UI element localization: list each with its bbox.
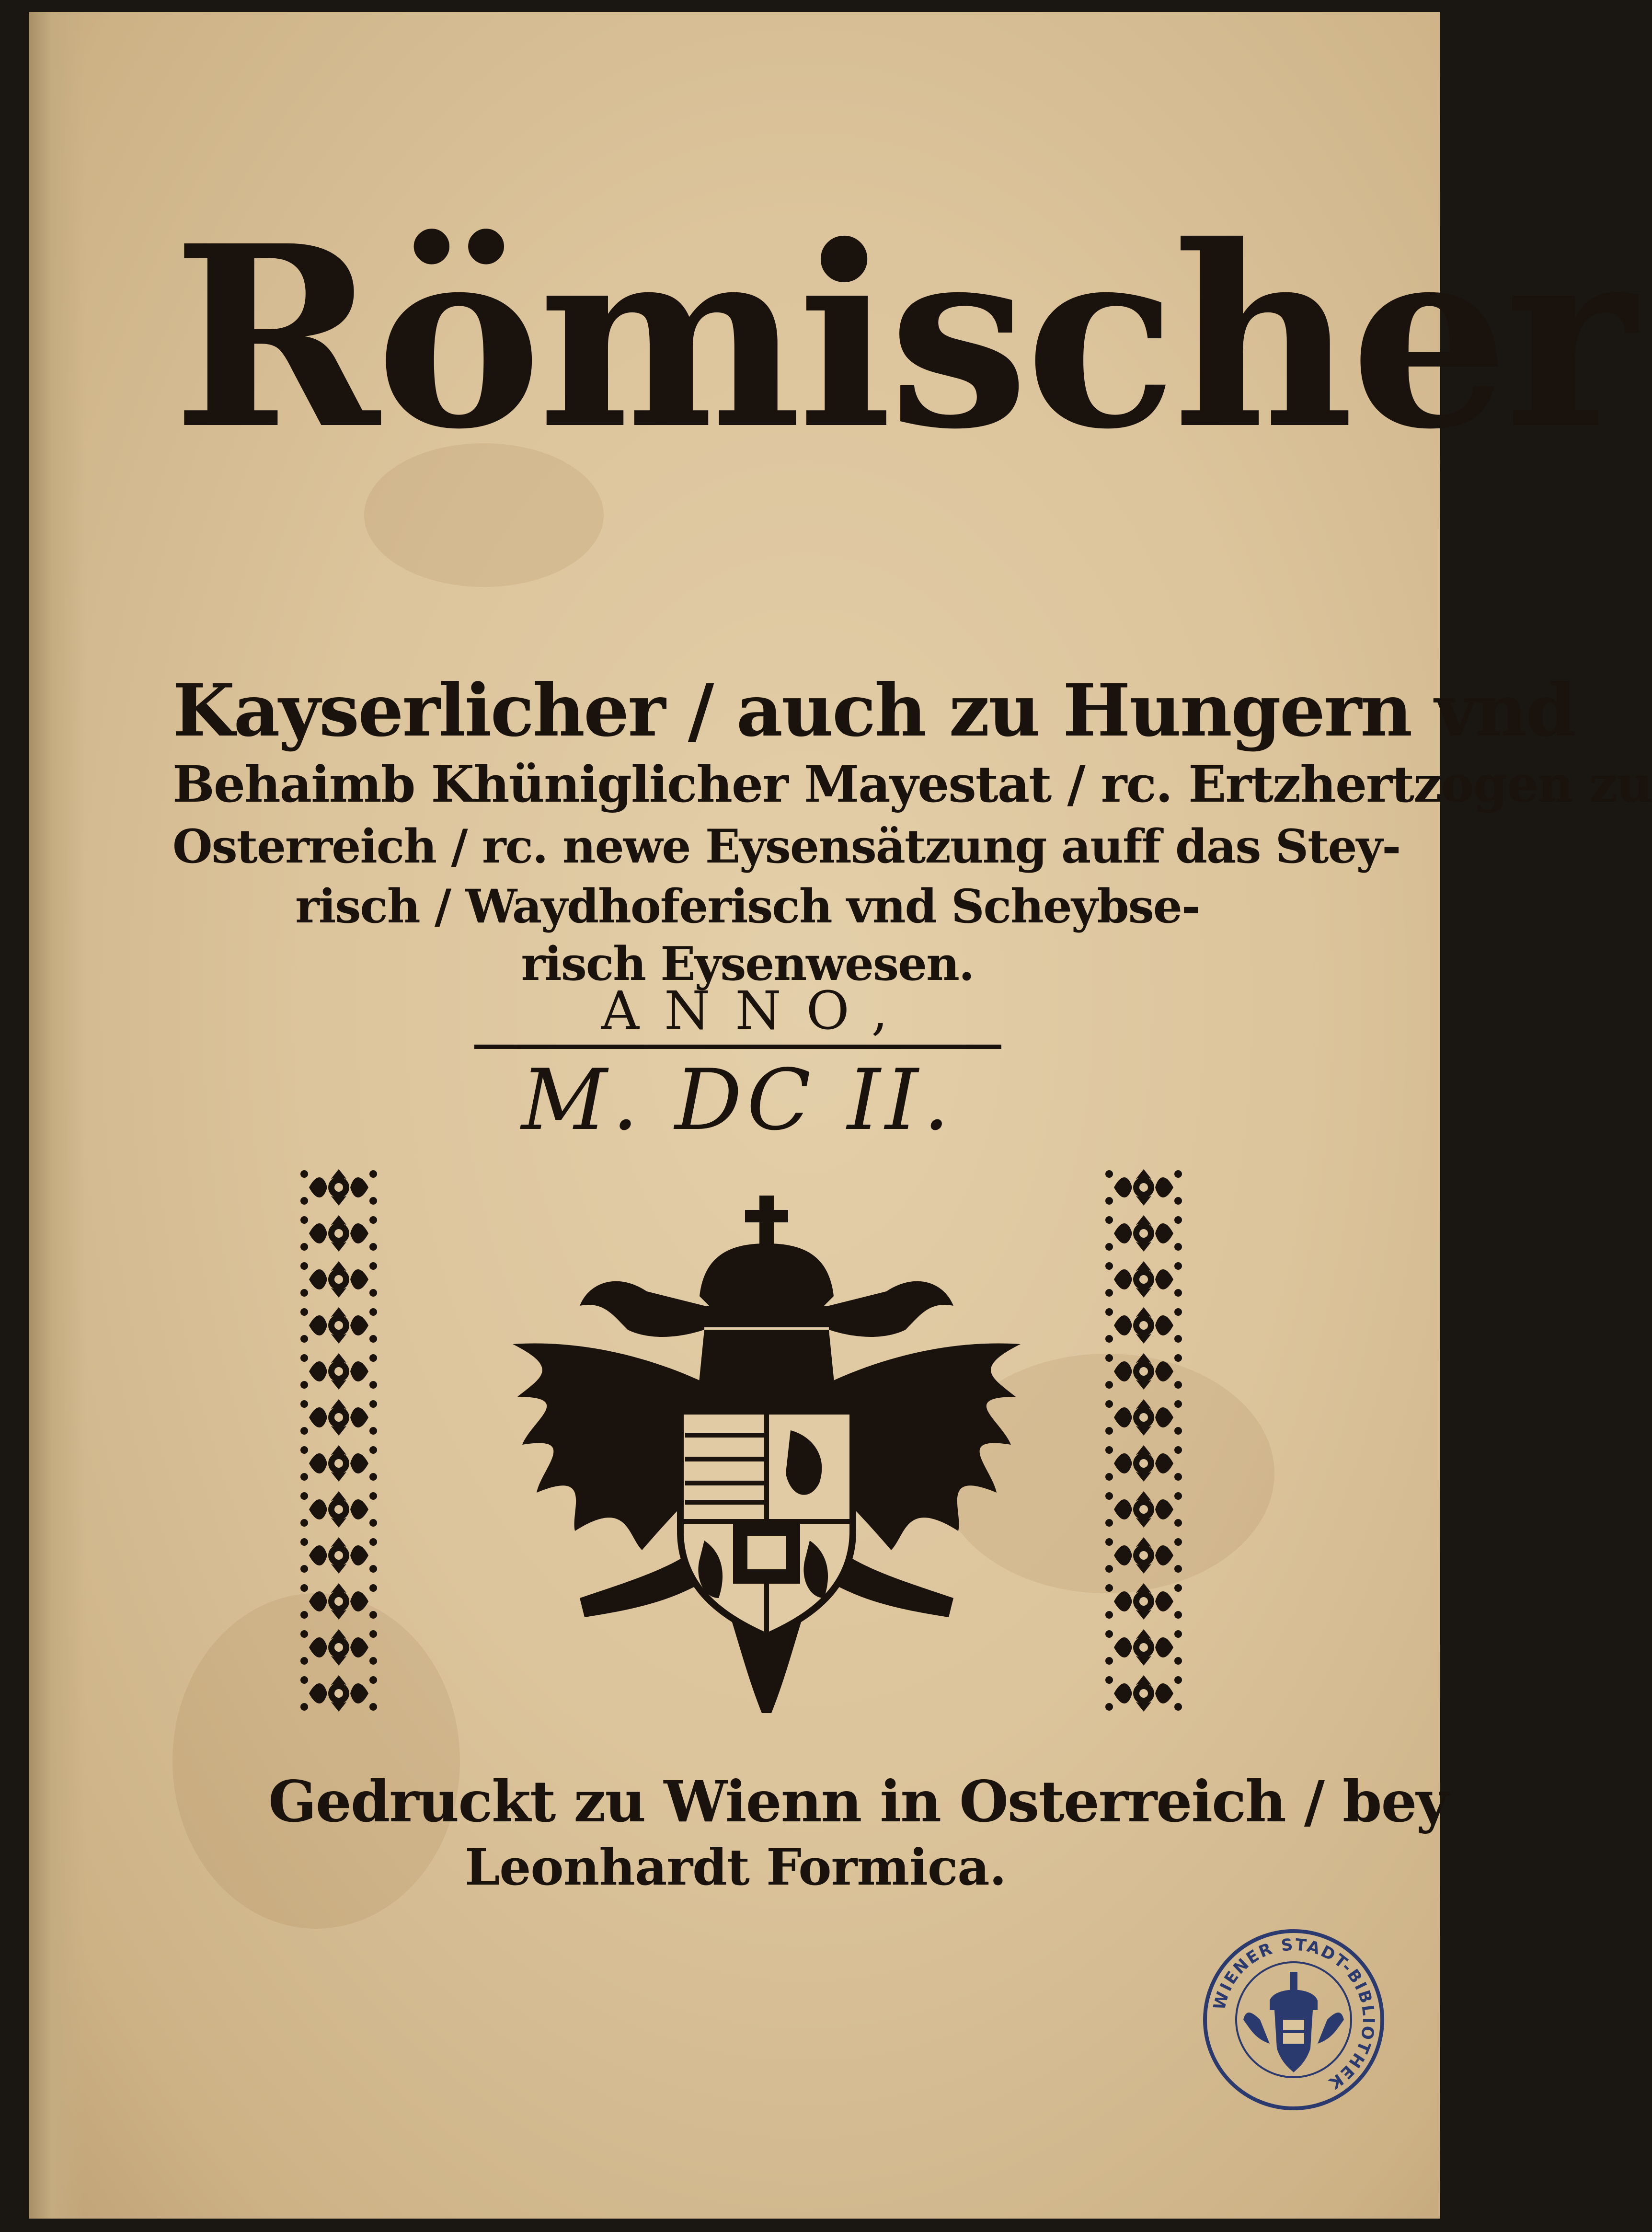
- double-headed-eagle-icon: [503, 1186, 1030, 1723]
- stamp-text: WIENER STADT-BIBLIOTHEK: [1209, 1935, 1378, 2094]
- title-line-5: risch Eysenwesen.: [521, 937, 974, 991]
- title-line-4: risch / Waydhoferisch vnd Scheybse-: [295, 879, 1200, 933]
- left-ornament-border: [290, 1164, 388, 1720]
- divider-rule: [474, 1045, 1001, 1049]
- publication-year: M. DC II.: [521, 1052, 955, 1149]
- library-stamp: [1198, 1924, 1389, 2116]
- floral-ornament-icon: [290, 1164, 388, 1720]
- title-line-3: Osterreich / rc. newe Eysensätzung auff das Stey-: [172, 819, 1400, 874]
- floral-ornament-icon: [1095, 1164, 1193, 1720]
- binding-gutter: [29, 12, 86, 2219]
- title-page: [29, 12, 1652, 2219]
- imprint-line-2: Leonhardt Formica.: [465, 1838, 1006, 1897]
- title-main: Römischer: [172, 191, 1632, 484]
- title-line-1: Kayserlicher / auch zu Hungern vnd: [172, 668, 1575, 753]
- anno-label: ANNO,: [601, 980, 913, 1041]
- imprint-line-1: Gedruckt zu Wienn in Osterreich / bey: [268, 1768, 1448, 1835]
- title-line-2: Behaimb Khüniglicher Mayestat / rc. Ertzhertzogen zu: [172, 755, 1652, 814]
- right-ornament-border: [1095, 1164, 1193, 1720]
